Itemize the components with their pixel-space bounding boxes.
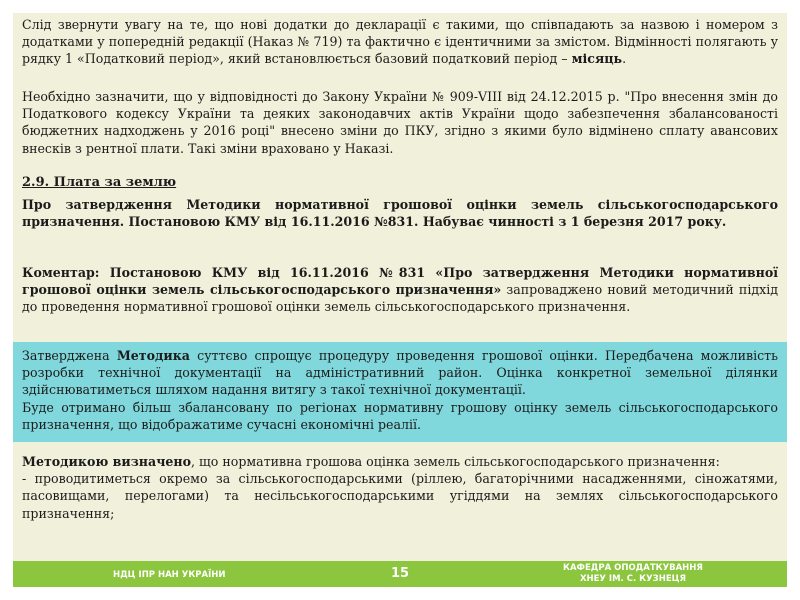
paragraph-declaration-annexes: Слід звернути увагу на те, що нові додатки до декларації є такими, що співпадають за назвою і номером з додатками у попередній редакції (Наказ № 719) та фактично є ідентичними за змістом. Відмінності полягають у рядку 1 «Податковий період», який встановлюється базовий податковий період – місяць. [22,17,778,67]
paragraph-comment: Коментар: Постановою КМУ від 16.11.2016 №831 «Про затвердження Методики нормативної грошової оцінки земель сільськогосподарського призначення» запроваджено новий методичний підхід до проведення нормативної грошової оцінки земель сільськогосподарського призначення. [22,265,778,315]
footer-department: КАФЕДРА ОПОДАТКУВАННЯ ХНЕУ ІМ. С. КУЗНЕЦЯ [563,563,703,584]
paragraph-methodology: Методикою визначено, що нормативна грошова оцінка земель сільськогосподарського призначення: - проводитиметься окремо за сільськогосподарськими (ріллею, багаторічними насадженнями, сіножатями, пасовищами, перелогами) та несільськогосподарськими угіддями на землях сільськогосподарського призначення; [22,454,778,521]
section-title: 2.9. Плата за землю [22,175,177,190]
highlight-text: Затверджена Методика суттєво спрощує процедуру проведення грошової оцінки. Передбачена можливість розробки технічної документації на адміністративний район. Оцінка конкретної земельної ділянки здійснюватиметься шляхом надання витягу з такої технічної документації. Буде отримано більш збалансовану по регіонах нормативну грошову оцінку земель сільськогосподарського призначення, що відображатиме сучасні економічні реалії. [22,348,778,432]
paragraph-law-909: Необхідно зазначити, що у відповідності до Закону України № 909-VIII від 24.12.2015 р. "Про внесення змін до Податкового кодексу України та деяких законодавчих актів України щодо забезпечення збалансованості бюджетних надходжень у 2016 році" внесено зміни до ПКУ, згідно з якими було відмінено сплату авансових внесків з рентної плати. Такі зміни враховано у Наказі. [22,89,778,156]
page-number: 15 [391,566,410,581]
bold-period: місяць [571,51,623,67]
list-item: - проводитиметься окремо за сільськогосподарськими (ріллею, багаторічними насадженнями, сіножатями, пасовищами, перелогами) та несільськогосподарськими угіддями на землях сільськогосподарського призначення; [22,471,778,521]
footer-org: НДЦ ІПР НАН УКРАЇНИ [113,570,226,580]
paragraph-resolution: Про затвердження Методики нормативної грошової оцінки земель сільськогосподарського призначення. Постановою КМУ від 16.11.2016 №831. Набуває чинності з 1 березня 2017 року. [22,197,778,230]
footer-bar [13,561,787,587]
